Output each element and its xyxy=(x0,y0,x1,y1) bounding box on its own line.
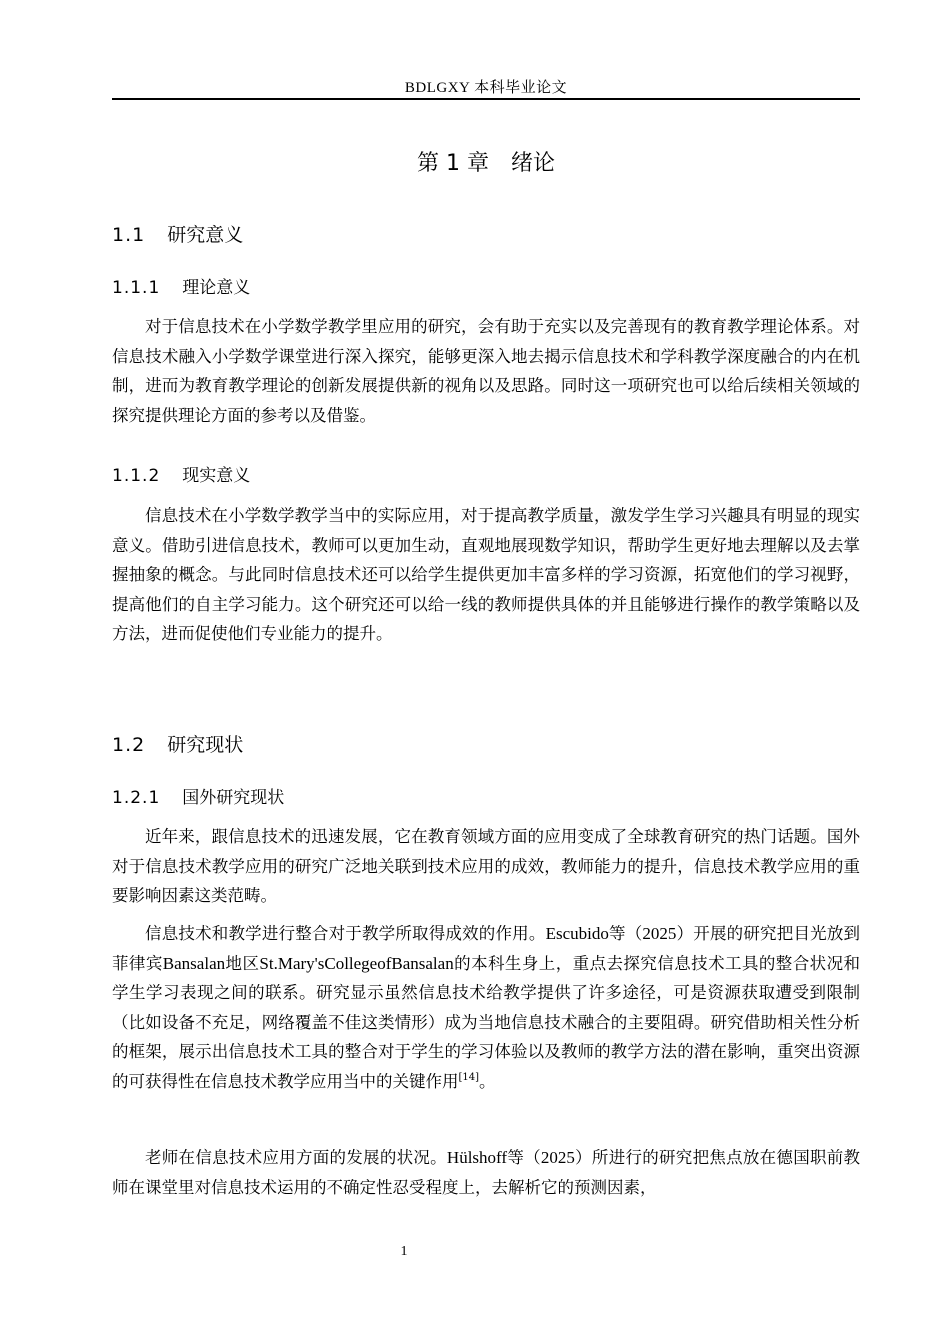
section-title: 研究意义 xyxy=(167,224,244,246)
subsection-title: 国外研究现状 xyxy=(182,788,285,808)
running-header: BDLGXY 本科毕业论文 xyxy=(404,80,568,96)
text-run: 等（ xyxy=(507,1148,541,1167)
institution-name: St.Mary'sCollegeofBansalan xyxy=(259,953,454,973)
text-run: 等（ xyxy=(608,924,643,943)
section-number: 1.2 xyxy=(112,734,146,756)
subsection-number: 1.1.2 xyxy=(112,466,161,486)
subsection-heading-1-2-1 xyxy=(112,783,284,808)
subsection-title: 现实意义 xyxy=(182,466,251,486)
year: 2025 xyxy=(540,1148,575,1167)
header-rule xyxy=(112,98,860,100)
author-name: Hülshoff xyxy=(446,1148,508,1167)
paragraph-practical-significance: 信息技术在小学数学教学当中的实际应用，对于提高教学质量，激发学生学习兴趣具有明显的现实意义。借助引进信息技术，教师可以更加生动，直观地展现数学知识，帮助学生更好地去理解以及去掌握抽象的概念。与此同时信息技术还可以给学生提供更加丰富多样的学习资源，拓宽他们的学习视野，提高他们的自主学习能力。这个研究还可以给一线的教师提供具体的并且能够进行操作的教学策略以及方法，进而促使他们专业能力的提升。 xyxy=(112,506,860,643)
text-run: 的本科生身上，重点去探究信息技术工具的整合状况和学生学习表现之间的联系。研究显示虽然信息技术给教学提供了许多途径，可是资源获取遭受到限制（比如设备不充足，网络覆盖不佳这类情形）成为当地信息技术融合的主要阻碍。研究借助相关性分析的框架，展示出信息技术工具的整合对于学生的学习体验以及教师的教学方法的潜在影响，重突出资源的可获得性在信息技术教学应用当中的关键作用 xyxy=(112,953,861,1091)
section-number: 1.1 xyxy=(112,224,146,246)
paragraph-foreign-research-intro: 近年来，跟信息技术的迅速发展，它在教育领域方面的应用变成了全球教育研究的热门话题。国外对于信息技术教学应用的研究广泛地关联到技术应用的成效，教师能力的提升，信息技术教学应用的重要影响因素这类范畴。 xyxy=(112,827,860,905)
text-run: 老师在信息技术应用方面的发展的状况。 xyxy=(145,1148,447,1167)
chapter-title: 第 1 章 绪论 xyxy=(417,151,555,176)
year: 2025 xyxy=(642,924,677,943)
subsection-number: 1.2.1 xyxy=(112,788,161,808)
subsection-number: 1.1.1 xyxy=(112,278,161,298)
text-run: ）开展的研究把目光放到菲律宾 xyxy=(112,924,861,973)
place-name: Bansalan xyxy=(162,953,226,973)
section-heading-1-2 xyxy=(112,730,243,757)
text-run: 。 xyxy=(479,1071,496,1091)
paragraph-theoretical-significance: 对于信息技术在小学数学教学里应用的研究，会有助于充实以及完善现有的教育教学理论体系。对信息技术融入小学数学课堂进行深入探究，能够更深入地去揭示信息技术和学科教学深度融合的内在机制，进而为教育教学理论的创新发展提供新的视角以及思路。同时这一项研究也可以给后续相关领域的探究提供理论方面的参考以及借鉴。 xyxy=(112,317,860,425)
text-run: ）所进行的研究把焦点放在德国职前教师在课堂里对信息技术运用的不确定性忍受程度上，去解析它的预测因素， xyxy=(112,1148,861,1197)
paragraph-foreign-research-escubido xyxy=(112,919,860,1096)
page-number: 1 xyxy=(400,1244,408,1259)
subsection-title: 理论意义 xyxy=(182,278,251,298)
subsection-heading-1-1-2 xyxy=(112,461,250,486)
section-heading-1-1 xyxy=(112,220,243,247)
section-title: 研究现状 xyxy=(167,734,244,756)
paragraph-foreign-research-hulshoff xyxy=(112,1143,860,1202)
text-run: 信息技术和教学进行整合对于教学所取得成效的作用。 xyxy=(145,924,546,943)
subsection-heading-1-1-1 xyxy=(112,273,250,298)
author-name: Escubido xyxy=(545,924,609,943)
citation-marker[interactable]: [14] xyxy=(458,1071,480,1083)
text-run: 地区 xyxy=(225,953,260,973)
